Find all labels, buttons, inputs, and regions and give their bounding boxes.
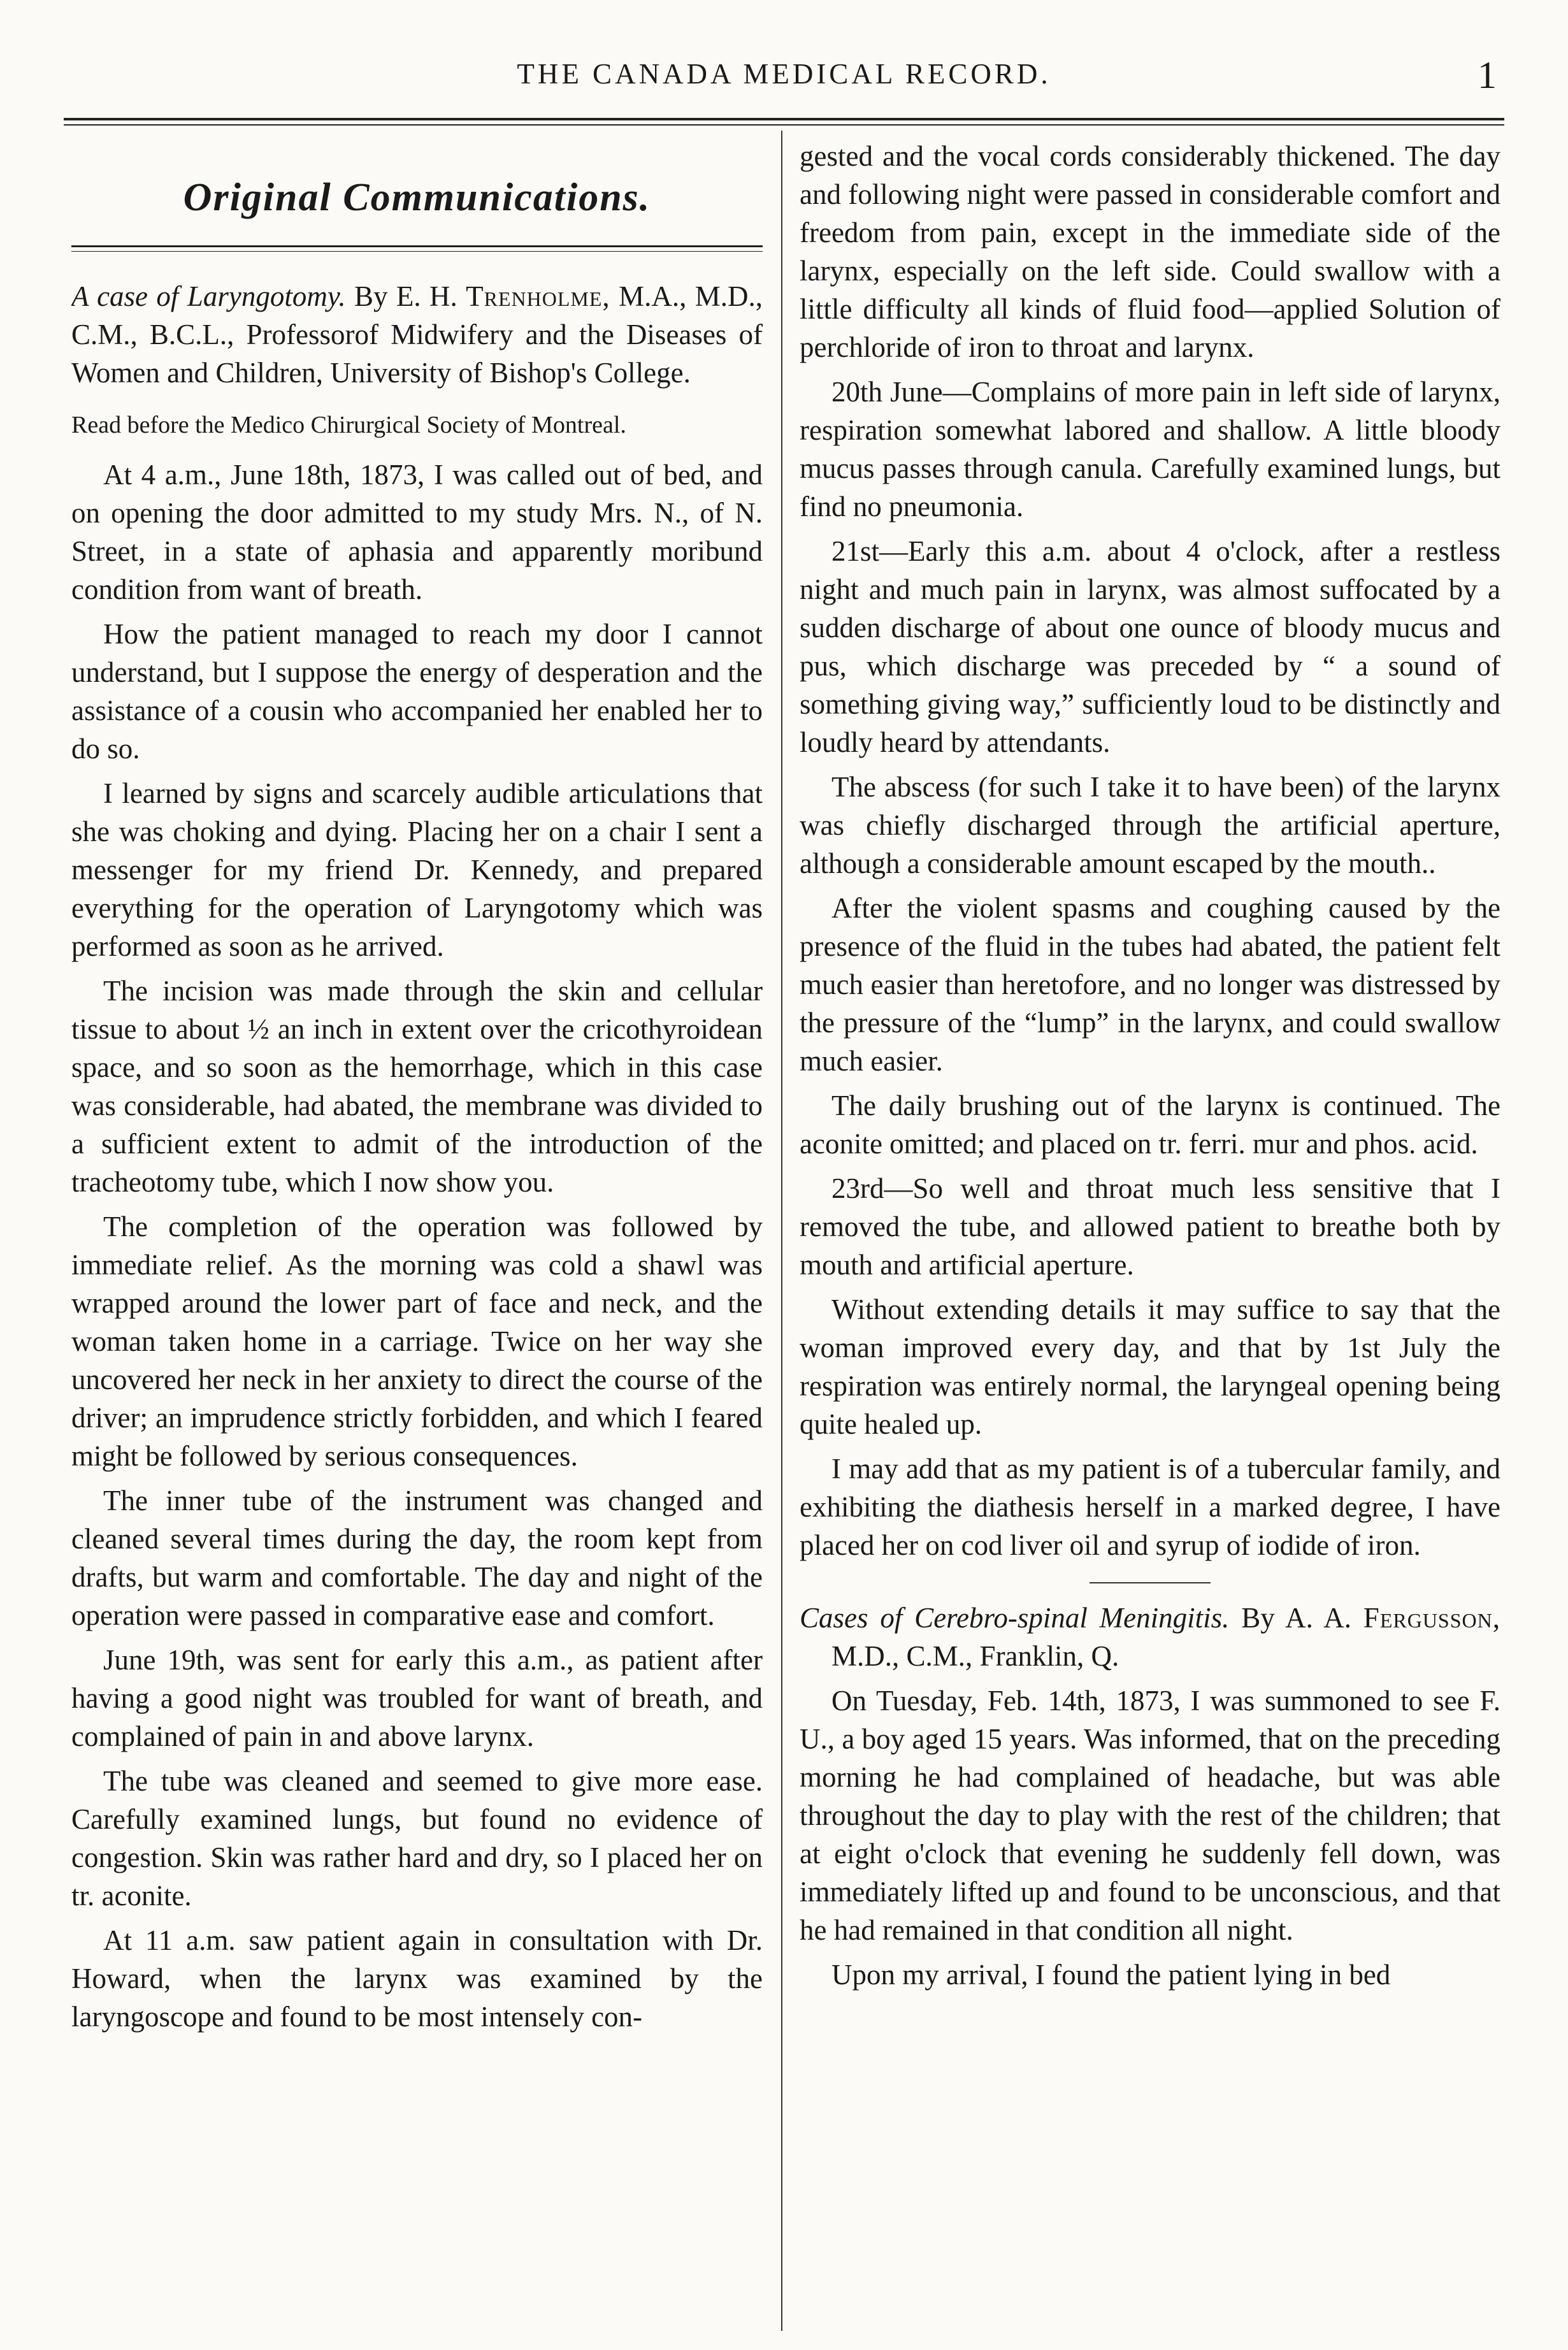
paragraph: The tube was cleaned and seemed to give more ease. Carefully examined lungs, but found no evidence of congestion. Skin was rather hard and dry, so I placed her on tr. aconite. [71, 1765, 763, 1912]
paragraph: The inner tube of the instrument was changed and cleaned several times during the day, the room kept from drafts, but warm and comfortable. The day and night of the operation were passed in comparative ease and comfort. [71, 1485, 763, 1631]
paragraph: At 11 a.m. saw patient again in consultation with Dr. Howard, when the larynx was examined by the laryngoscope and found to be most intensely con- [71, 1924, 763, 2033]
paragraph: The abscess (for such I take it to have been) of the larynx was chiefly discharged through the artificial aperture, although a considerable amount escaped by the mouth.. [800, 771, 1500, 879]
article-byline [71, 277, 763, 392]
article-title: Cases of Cerebro-spinal Meningitis. [800, 1602, 1230, 1634]
section-rule-thin [71, 251, 763, 252]
running-title: THE CANADA MEDICAL RECORD. [517, 58, 1051, 90]
paragraph: The daily brushing out of the larynx is continued. The aconite omitted; and placed on tr. ferri. mur and phos. acid. [800, 1090, 1500, 1160]
paragraph: June 19th, was sent for early this a.m., as patient after having a good night was troubled for want of breath, and complained of pain in and above larynx. [71, 1644, 763, 1752]
page-number: 1 [1478, 54, 1497, 96]
paragraph: I learned by signs and scarcely audible articulations that she was choking and dying. Placing her on a chair I sent a messenger for my friend Dr. Kennedy, and prepared everything for the operation of Laryngotomy which was performed as soon as he arrived. [71, 777, 763, 962]
paragraph: At 4 a.m., June 18th, 1873, I was called out of bed, and on opening the door admitted to my study Mrs. N., of N. Street, in a state of aphasia and apparently moribund condition from want of breath. [71, 459, 763, 605]
read-note: Read before the Medico Chirurgical Society of Montreal. [71, 412, 626, 438]
right-column [800, 137, 1500, 2331]
paragraph: The incision was made through the skin and cellular tissue to about ½ an inch in extent over the cricothyroidean space, and so soon as the hemorrhage, which in this case was considerable, had abated, the membrane was divided to a sufficient extent to admit of the introduction of the tracheotomy tube, which I now show you. [71, 975, 763, 1198]
paragraph: 21st—Early this a.m. about 4 o'clock, after a restless night and much pain in larynx, was almost suffocated by a sudden discharge of about one ounce of bloody mucus and pus, which discharge was preceded by “ a sound of something giving way,” sufficiently loud to be distinctly and loudly heard by attendants. [800, 535, 1500, 758]
byline-by: By A. A. [1229, 1602, 1363, 1634]
header-rule [64, 118, 1504, 120]
paragraph: 23rd—So well and throat much less sensitive that I removed the tube, and allowed patient to breathe both by mouth and artificial aperture. [800, 1172, 1500, 1281]
header-rule-thin [64, 124, 1504, 126]
paragraph: Without extending details it may suffice to say that the woman improved every day, and that by 1st July the respiration was entirely normal, the laryngeal opening being quite healed up. [800, 1294, 1500, 1440]
author-credentials: M.D., C.M., Franklin, Q. [831, 1640, 1119, 1672]
byline-by: By E. H. [354, 280, 466, 312]
paragraph: How the patient managed to reach my door I cannot understand, but I suppose the energy of desperation and the assistance of a cousin who accompanied her enabled her to do so. [71, 618, 763, 765]
paragraph: On Tuesday, Feb. 14th, 1873, I was summoned to see F. U., a boy aged 15 years. Was informed, that on the preceding morning he had complained of headache, but was able throughout the day to play with the rest of the children; that at eight o'clock that evening he suddenly fell down, was immediately lifted up and found to be unconscious, and that he had remained in that condition all night. [800, 1685, 1500, 1946]
paragraph: The completion of the operation was followed by immediate relief. As the morning was cold a shawl was wrapped around the lower part of face and neck, and the woman taken home in a carriage. Twice on her way she uncovered her neck in her anxiety to direct the course of the driver; an imprudence strictly forbidden, and which I feared might be followed by serious consequences. [71, 1211, 763, 1472]
article-title: A case of Laryngotomy. [71, 280, 346, 312]
paragraph: After the violent spasms and coughing caused by the presence of the fluid in the tubes had abated, the patient felt much easier than heretofore, and no longer was distressed by the pressure of the “lump” in the larynx, and could swallow much easier. [800, 892, 1500, 1077]
article-byline [800, 1599, 1500, 1675]
paragraph: gested and the vocal cords considerably thickened. The day and following night were passed in considerable comfort and freedom from pain, except in the immediate side of the larynx, especially on the left side. Could swallow with a little difficulty all kinds of fluid food—applied Solution of perchloride of iron to throat and larynx. [800, 140, 1500, 363]
paragraph: I may add that as my patient is of a tubercular family, and exhibiting the diathesis herself in a marked degree, I have placed her on cod liver oil and syrup of iodide of iron. [800, 1453, 1500, 1561]
paragraph: 20th June—Complains of more pain in left side of larynx, respiration somewhat labored and shallow. A little bloody mucus passes through canula. Carefully examined lungs, but find no pneumonia. [800, 376, 1500, 523]
paragraph: Upon my arrival, I found the patient lying in bed [831, 1959, 1391, 1991]
left-column [71, 137, 763, 2331]
section-title: Original Communications. [183, 176, 651, 219]
column-divider [781, 131, 782, 2331]
author-credentials: M.A., M.D., C.M., B.C.L., Professorof Midwifery and the Diseases of Women and Children, University of Bishop's College. [71, 280, 763, 389]
page-header [0, 54, 1568, 115]
author-name: Trenholme, [466, 280, 610, 312]
section-rule [71, 245, 763, 247]
author-name: Fergusson, [1363, 1602, 1500, 1634]
article-separator [1090, 1582, 1211, 1583]
